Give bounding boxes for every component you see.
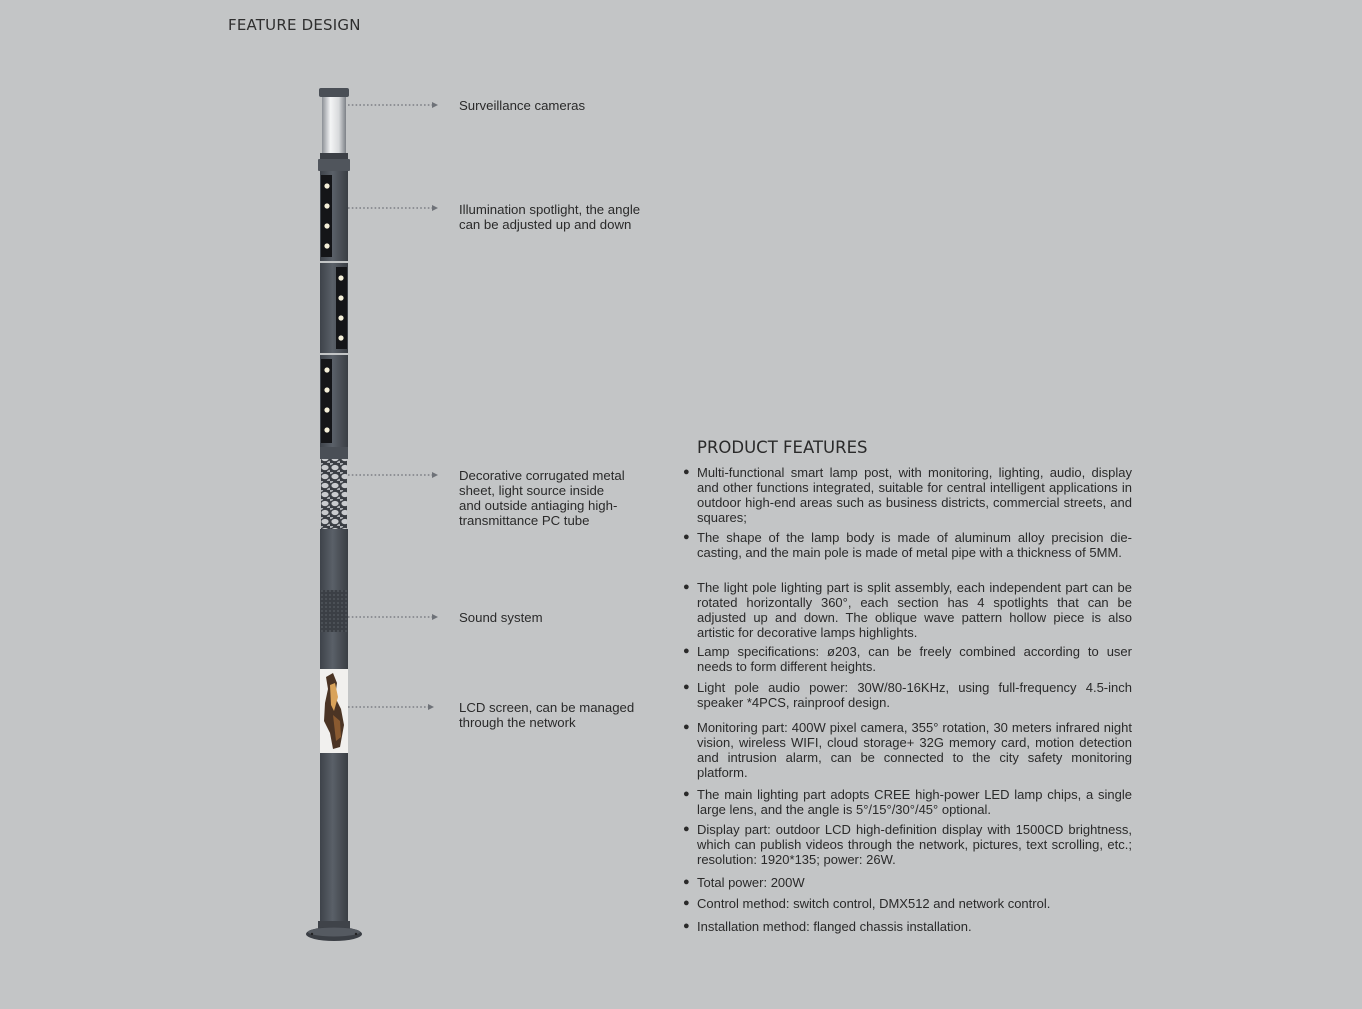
callout-sound-system: Sound system	[459, 610, 543, 625]
feature-item	[683, 919, 1132, 934]
bullet-icon: ●	[683, 721, 690, 733]
bullet-icon: ●	[683, 645, 690, 657]
feature-text: The light pole lighting part is split assembly, each independent part can be rotated horizontally 360°, each section has 4 spotlights that can be adjusted up and down. The oblique wave pattern hollow piece is also artistic for decorative lamps highlights.	[697, 580, 1132, 640]
spotlight-section-3	[320, 355, 348, 447]
feature-item	[683, 644, 1132, 674]
bullet-icon: ●	[683, 681, 690, 693]
feature-text: Monitoring part: 400W pixel camera, 355° rotation, 30 meters infrared night vision, wireless WIFI, cloud storage+ 32G memory card, motion detection and intrusion alarm, can be connected to the city safety monitoring platform.	[697, 720, 1132, 780]
bullet-icon: ●	[683, 823, 690, 835]
feature-item	[683, 720, 1132, 780]
callout-lcd-screen: LCD screen, can be managed through the network	[459, 700, 635, 730]
feature-text: Light pole audio power: 30W/80-16KHz, using full-frequency 4.5-inch speaker *4PCS, rainproof design.	[697, 680, 1132, 710]
lamp-pole-illustration	[300, 85, 460, 950]
callout-leaders	[348, 105, 432, 707]
feature-item	[683, 787, 1132, 817]
feature-text: The shape of the lamp body is made of aluminum alloy precision die-casting, and the main pole is made of metal pipe with a thickness of 5MM.	[697, 530, 1132, 560]
corrugated-metal-tube	[321, 459, 347, 529]
bullet-icon: ●	[683, 897, 690, 909]
lcd-screen	[320, 669, 348, 753]
callout-surveillance-cameras: Surveillance cameras	[459, 98, 586, 113]
bullet-icon: ●	[683, 581, 690, 593]
product-features-title: PRODUCT FEATURES	[697, 438, 868, 457]
surveillance-camera-module	[318, 88, 350, 171]
bullet-icon: ●	[683, 531, 690, 543]
feature-text: Multi-functional smart lamp post, with monitoring, lighting, audio, display and other functions integrated, suitable for central intelligent applications in outdoor high-end areas such as business districts, commercial streets, and squares;	[697, 465, 1132, 525]
feature-item	[683, 896, 1132, 911]
sound-system-mesh	[320, 590, 348, 632]
spotlight-section-1	[320, 171, 348, 261]
bullet-icon: ●	[683, 788, 690, 800]
feature-text: The main lighting part adopts CREE high-power LED lamp chips, a single large lens, and the angle is 5°/15°/30°/45° optional.	[697, 787, 1132, 817]
feature-text: Total power: 200W	[697, 875, 805, 890]
feature-item	[683, 875, 1132, 890]
bullet-icon: ●	[683, 466, 690, 478]
callout-decorative-tube: Decorative corrugated metal sheet, light source inside and outside antiaging high- transmittance PC tube	[459, 468, 625, 528]
feature-item	[683, 822, 1132, 867]
callout-arrowheads	[428, 102, 438, 710]
flanged-base	[306, 921, 362, 941]
feature-text: Display part: outdoor LCD high-definition display with 1500CD brightness, which can publish videos through the network, pictures, text scrolling, etc.; resolution: 1920*135; power: 26W.	[697, 822, 1132, 867]
feature-text: Lamp specifications: ø203, can be freely combined according to user needs to form different heights.	[697, 644, 1132, 674]
bullet-icon: ●	[683, 876, 690, 888]
bullet-icon: ●	[683, 920, 690, 932]
feature-item	[683, 530, 1132, 560]
spotlight-section-2	[320, 263, 348, 353]
feature-item	[683, 580, 1132, 640]
feature-text: Control method: switch control, DMX512 and network control.	[697, 896, 1051, 911]
callout-illumination-spotlight: Illumination spotlight, the angle can be adjusted up and down	[459, 202, 641, 232]
page-title: FEATURE DESIGN	[228, 16, 361, 34]
feature-item	[683, 680, 1132, 710]
feature-item	[683, 465, 1132, 525]
feature-text: Installation method: flanged chassis installation.	[697, 919, 972, 934]
